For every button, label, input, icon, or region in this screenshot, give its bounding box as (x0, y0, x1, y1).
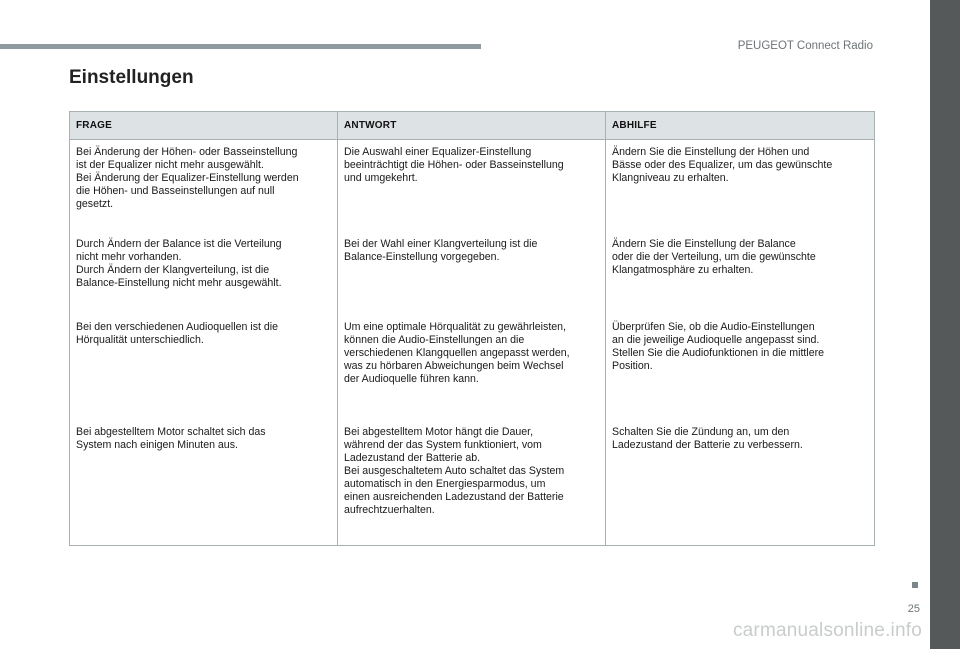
cell-text: Bei abgestelltem Motor hängt die Dauer, während der das System funktioniert, vom Ladezustand der Batterie ab. Bei ausgeschaltetem Auto schaltet das System automatisch in den Energiesparmodus, um einen ausreichenden Ladezustand der Batterie aufrechtzuerhalten. (344, 426, 565, 516)
cell-frage (70, 315, 338, 420)
top-rule (0, 44, 481, 49)
cell-antwort (338, 315, 606, 420)
cell-text: Bei den verschiedenen Audioquellen ist die Hörqualität unterschiedlich. (76, 321, 279, 346)
cell-abhilfe (606, 420, 875, 546)
cell-antwort (338, 140, 606, 233)
cell-text: Die Auswahl einer Equalizer-Einstellung beeinträchtigt die Höhen- oder Basseinstellung und umgekehrt. (344, 146, 564, 184)
cell-text: Bei Änderung der Höhen- oder Basseinstellung ist der Equalizer nicht mehr ausgewählt. Bei Änderung der Equalizer-Einstellung werden die Höhen- und Basseinstellungen auf null gesetzt. (76, 146, 299, 210)
cell-antwort (338, 232, 606, 315)
right-sidebar-strip (930, 0, 960, 649)
cell-frage (70, 140, 338, 233)
cell-text: Durch Ändern der Balance ist die Verteilung nicht mehr vorhanden. Durch Ändern der Klangverteilung, ist die Balance-Einstellung nicht mehr ausgewählt. (76, 238, 282, 289)
section-label: PEUGEOT Connect Radio (737, 40, 873, 52)
cell-text: Schalten Sie die Zündung an, um den Ladezustand der Batterie zu verbessern. (612, 426, 803, 451)
table-row (70, 140, 875, 233)
table-row (70, 420, 875, 546)
faq-table (69, 111, 875, 546)
column-header-antwort: ANTWORT (338, 112, 606, 140)
cell-frage (70, 232, 338, 315)
cell-abhilfe (606, 140, 875, 233)
cell-text: Bei abgestelltem Motor schaltet sich das System nach einigen Minuten aus. (76, 426, 266, 451)
cell-text: Ändern Sie die Einstellung der Höhen und Bässe oder des Equalizer, um das gewünschte Klangniveau zu erhalten. (612, 146, 833, 184)
page-title: Einstellungen (69, 67, 194, 88)
cell-text: Überprüfen Sie, ob die Audio-Einstellungen an die jeweilige Audioquelle angepasst sind. Stellen Sie die Audiofunktionen in die mittlere Position. (612, 321, 825, 372)
continuation-marker (912, 582, 918, 588)
table-header-row (70, 112, 875, 140)
cell-frage (70, 420, 338, 546)
cell-text: Um eine optimale Hörqualität zu gewährleisten, können die Audio-Einstellungen an die verschiedenen Klangquellen angepasst werden, was zu hörbaren Abweichungen beim Wechsel der Audioquelle führen kann. (344, 321, 570, 385)
cell-antwort (338, 420, 606, 546)
cell-abhilfe (606, 315, 875, 420)
page-number: 25 (907, 603, 920, 615)
cell-abhilfe (606, 232, 875, 315)
watermark: carmanualsonline.info (732, 620, 922, 641)
table-row (70, 232, 875, 315)
column-header-frage: FRAGE (70, 112, 338, 140)
cell-text: Ändern Sie die Einstellung der Balance oder die der Verteilung, um die gewünschte Klangatmosphäre zu erhalten. (612, 238, 816, 276)
cell-text: Bei der Wahl einer Klangverteilung ist die Balance-Einstellung vorgegeben. (344, 238, 538, 263)
column-header-abhilfe: ABHILFE (606, 112, 875, 140)
table-row (70, 315, 875, 420)
